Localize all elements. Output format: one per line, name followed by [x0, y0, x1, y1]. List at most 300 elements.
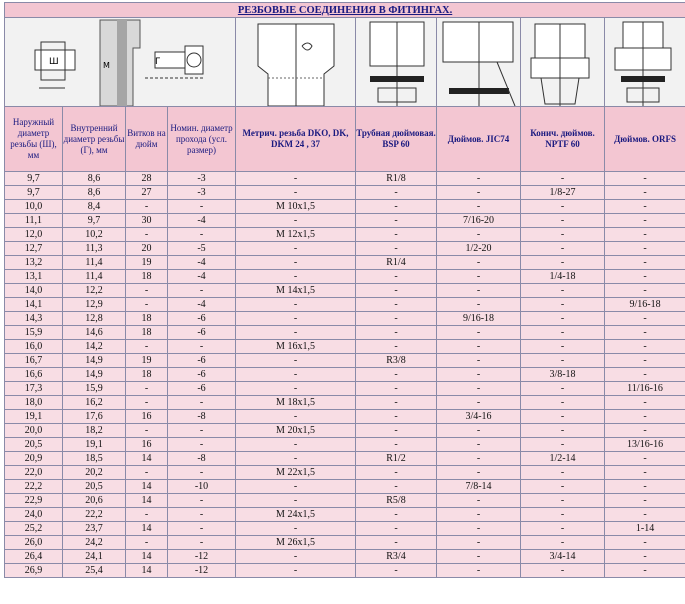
table-row: [5, 312, 685, 326]
table-cell: -: [437, 424, 521, 438]
table-cell: 18: [126, 326, 168, 340]
table-cell: -: [605, 368, 685, 382]
table-cell: 8,4: [63, 200, 126, 214]
table-cell: 8,6: [63, 172, 126, 186]
table-row: [5, 298, 685, 312]
table-cell: -: [437, 494, 521, 508]
table-cell: 24,0: [5, 508, 63, 522]
table-cell: M 26x1,5: [236, 536, 356, 550]
table-cell: 12,7: [5, 242, 63, 256]
table-cell: -: [236, 494, 356, 508]
label-m: М: [103, 61, 110, 70]
table-cell: -3: [168, 172, 236, 186]
table-cell: -: [521, 172, 605, 186]
table-cell: M 12x1,5: [236, 228, 356, 242]
col-header: Трубная дюймовая. BSP 60: [356, 107, 437, 172]
col-header: Витков на дюйм: [126, 107, 168, 172]
table-cell: -: [236, 256, 356, 270]
table-cell: 8,6: [63, 186, 126, 200]
table-cell: 7/8-14: [437, 480, 521, 494]
table-cell: -: [437, 298, 521, 312]
table-row: [5, 424, 685, 438]
table-cell: -: [437, 256, 521, 270]
fitting-dko-icon: [236, 18, 356, 107]
table-row: [5, 242, 685, 256]
table-cell: -: [605, 228, 685, 242]
table-cell: -6: [168, 368, 236, 382]
table-cell: -: [236, 368, 356, 382]
table-cell: 18: [126, 270, 168, 284]
header-row: [5, 107, 685, 172]
table-cell: M 14x1,5: [236, 284, 356, 298]
table-cell: R1/8: [356, 172, 437, 186]
table-cell: -: [236, 242, 356, 256]
table-cell: 18,0: [5, 396, 63, 410]
table-cell: -12: [168, 550, 236, 564]
label-sh: Ш: [49, 57, 59, 67]
table-row: [5, 564, 685, 578]
table-cell: -: [605, 466, 685, 480]
table-cell: 24,2: [63, 536, 126, 550]
table-cell: 11/16-16: [605, 382, 685, 396]
table-cell: -3: [168, 186, 236, 200]
table-cell: -: [126, 200, 168, 214]
table-cell: 12,8: [63, 312, 126, 326]
table-cell: 14: [126, 494, 168, 508]
table-cell: -: [356, 382, 437, 396]
col-header: Внутренний диаметр резьбы (Г), мм: [63, 107, 126, 172]
table-cell: -: [356, 326, 437, 340]
table-cell: 24,1: [63, 550, 126, 564]
table-cell: R3/4: [356, 550, 437, 564]
table-cell: -: [605, 550, 685, 564]
table-cell: -: [605, 564, 685, 578]
table-cell: -: [356, 312, 437, 326]
table-cell: -: [605, 354, 685, 368]
table-cell: -: [521, 242, 605, 256]
table-cell: -: [605, 214, 685, 228]
table-cell: 11,1: [5, 214, 63, 228]
table-cell: -4: [168, 298, 236, 312]
table-cell: -: [168, 200, 236, 214]
table-cell: -: [356, 564, 437, 578]
table-cell: -: [437, 354, 521, 368]
table-cell: 10,2: [63, 228, 126, 242]
table-row: [5, 340, 685, 354]
table-row: [5, 466, 685, 480]
table-cell: -: [236, 214, 356, 228]
table-cell: -: [437, 536, 521, 550]
table-row: [5, 284, 685, 298]
table-cell: -: [236, 480, 356, 494]
table-cell: 22,9: [5, 494, 63, 508]
table-cell: -: [437, 564, 521, 578]
table-cell: -: [356, 242, 437, 256]
table-cell: -: [437, 340, 521, 354]
table-cell: -: [126, 382, 168, 396]
table-cell: R5/8: [356, 494, 437, 508]
table-cell: -6: [168, 326, 236, 340]
table-cell: -: [168, 424, 236, 438]
table-cell: 27: [126, 186, 168, 200]
table-cell: -: [356, 466, 437, 480]
table-cell: -: [437, 550, 521, 564]
table-cell: 18: [126, 368, 168, 382]
table-cell: -: [605, 312, 685, 326]
table-row: [5, 396, 685, 410]
table-cell: -: [521, 298, 605, 312]
table-cell: -6: [168, 312, 236, 326]
table-cell: -: [521, 340, 605, 354]
table-cell: 20,5: [63, 480, 126, 494]
table-cell: -: [356, 508, 437, 522]
table-cell: -: [605, 480, 685, 494]
table-cell: M 18x1,5: [236, 396, 356, 410]
table-row: [5, 522, 685, 536]
table-cell: 22,0: [5, 466, 63, 480]
table-cell: -: [356, 396, 437, 410]
table-cell: 19,1: [63, 438, 126, 452]
table-cell: -: [356, 536, 437, 550]
table-cell: 28: [126, 172, 168, 186]
table-cell: M 10x1,5: [236, 200, 356, 214]
table-cell: 1/8-27: [521, 186, 605, 200]
table-cell: -: [521, 214, 605, 228]
table-row: [5, 508, 685, 522]
table-cell: 14: [126, 452, 168, 466]
table-cell: 19,1: [5, 410, 63, 424]
table-cell: -12: [168, 564, 236, 578]
table-cell: -: [437, 368, 521, 382]
table-cell: -: [605, 508, 685, 522]
table-row: [5, 200, 685, 214]
table-cell: -: [126, 536, 168, 550]
table-cell: -: [437, 522, 521, 536]
col-header: Дюймов. JIC74: [437, 107, 521, 172]
table-cell: 14,3: [5, 312, 63, 326]
table-cell: -: [521, 228, 605, 242]
table-cell: 9/16-18: [605, 298, 685, 312]
table-cell: -: [236, 326, 356, 340]
thread-table: [4, 2, 685, 578]
fitting-bsp-icon: [356, 18, 437, 107]
table-cell: -: [168, 228, 236, 242]
table-cell: 3/4-16: [437, 410, 521, 424]
table-cell: -: [521, 284, 605, 298]
table-cell: -: [356, 424, 437, 438]
table-cell: M 24x1,5: [236, 508, 356, 522]
table-cell: -: [521, 466, 605, 480]
table-cell: 11,4: [63, 256, 126, 270]
table-cell: 18,5: [63, 452, 126, 466]
table-row: [5, 256, 685, 270]
table-cell: -: [437, 396, 521, 410]
table-cell: -: [605, 410, 685, 424]
table-cell: -: [126, 396, 168, 410]
table-cell: 20: [126, 242, 168, 256]
table-cell: -: [236, 564, 356, 578]
table-cell: -: [356, 438, 437, 452]
table-cell: 14,2: [63, 340, 126, 354]
table-cell: -: [605, 536, 685, 550]
table-cell: -10: [168, 480, 236, 494]
table-row: [5, 326, 685, 340]
col-header: Конич. дюймов. NPTF 60: [521, 107, 605, 172]
table-cell: -: [605, 340, 685, 354]
table-cell: -: [605, 452, 685, 466]
page: [4, 2, 685, 578]
table-cell: -: [126, 298, 168, 312]
table-cell: -: [236, 522, 356, 536]
table-cell: -: [356, 298, 437, 312]
table-cell: 7/16-20: [437, 214, 521, 228]
table-cell: -: [126, 424, 168, 438]
image-row: [5, 18, 685, 107]
table-row: [5, 550, 685, 564]
table-cell: 14,6: [63, 326, 126, 340]
table-cell: -5: [168, 242, 236, 256]
table-cell: 22,2: [63, 508, 126, 522]
table-cell: 9,7: [5, 186, 63, 200]
table-cell: -: [605, 200, 685, 214]
table-cell: -: [521, 326, 605, 340]
table-cell: 12,0: [5, 228, 63, 242]
table-cell: -: [236, 270, 356, 284]
table-cell: 1-14: [605, 522, 685, 536]
table-cell: 12,9: [63, 298, 126, 312]
table-cell: -: [126, 340, 168, 354]
table-cell: 20,9: [5, 452, 63, 466]
table-row: [5, 410, 685, 424]
table-cell: -: [521, 438, 605, 452]
col-header: Дюймов. ORFS: [605, 107, 685, 172]
table-cell: 17,3: [5, 382, 63, 396]
table-cell: R1/4: [356, 256, 437, 270]
table-cell: -: [168, 284, 236, 298]
table-body: [5, 172, 685, 578]
table-cell: -: [236, 186, 356, 200]
table-cell: 11,4: [63, 270, 126, 284]
table-cell: 16: [126, 410, 168, 424]
table-cell: -: [437, 438, 521, 452]
table-cell: 22,2: [5, 480, 63, 494]
table-cell: -: [605, 256, 685, 270]
table-row: [5, 214, 685, 228]
label-g: Г: [155, 57, 161, 67]
table-cell: -: [168, 438, 236, 452]
table-cell: 19: [126, 354, 168, 368]
table-cell: -: [168, 522, 236, 536]
table-cell: -: [356, 480, 437, 494]
table-cell: -: [236, 452, 356, 466]
table-cell: 26,9: [5, 564, 63, 578]
table-cell: -: [126, 466, 168, 480]
table-cell: -: [236, 172, 356, 186]
table-cell: -: [236, 298, 356, 312]
table-cell: 26,4: [5, 550, 63, 564]
table-row: [5, 368, 685, 382]
table-cell: -: [356, 270, 437, 284]
table-cell: -8: [168, 410, 236, 424]
table-cell: -: [521, 522, 605, 536]
table-cell: -: [521, 256, 605, 270]
table-cell: 16,2: [63, 396, 126, 410]
table-cell: -: [605, 494, 685, 508]
table-cell: 16,6: [5, 368, 63, 382]
table-cell: M 22x1,5: [236, 466, 356, 480]
table-cell: 13/16-16: [605, 438, 685, 452]
table-cell: -: [168, 536, 236, 550]
table-cell: 20,6: [63, 494, 126, 508]
table-cell: -: [605, 172, 685, 186]
table-row: [5, 438, 685, 452]
table-cell: 19: [126, 256, 168, 270]
table-cell: M 16x1,5: [236, 340, 356, 354]
table-cell: -: [521, 536, 605, 550]
table-cell: -6: [168, 354, 236, 368]
table-cell: 12,2: [63, 284, 126, 298]
table-cell: -: [521, 424, 605, 438]
table-cell: -: [236, 410, 356, 424]
table-cell: 1/2-20: [437, 242, 521, 256]
table-cell: 26,0: [5, 536, 63, 550]
table-cell: -: [605, 242, 685, 256]
table-cell: -: [356, 522, 437, 536]
fitting-jic-icon: [437, 18, 521, 107]
table-cell: -: [605, 186, 685, 200]
table-cell: 25,4: [63, 564, 126, 578]
table-cell: -: [521, 200, 605, 214]
table-cell: 14,9: [63, 354, 126, 368]
table-cell: -: [236, 312, 356, 326]
table-cell: -: [605, 270, 685, 284]
table-row: [5, 382, 685, 396]
table-row: [5, 480, 685, 494]
table-cell: -: [521, 312, 605, 326]
table-cell: -: [356, 186, 437, 200]
table-cell: -: [437, 508, 521, 522]
table-cell: 13,2: [5, 256, 63, 270]
table-cell: -: [356, 284, 437, 298]
table-cell: -: [356, 340, 437, 354]
table-cell: -: [126, 284, 168, 298]
table-cell: R1/2: [356, 452, 437, 466]
table-cell: -: [168, 494, 236, 508]
table-row: [5, 228, 685, 242]
table-cell: -: [521, 508, 605, 522]
col-header: Метрич. резьба DKO, DK, DKM 24 , 37: [236, 107, 356, 172]
table-cell: 1/2-14: [521, 452, 605, 466]
table-cell: 14: [126, 550, 168, 564]
caliper-thread-diagram: [5, 18, 236, 107]
table-cell: 1/4-18: [521, 270, 605, 284]
table-cell: -: [236, 438, 356, 452]
table-cell: 14: [126, 522, 168, 536]
table-cell: 14: [126, 564, 168, 578]
table-cell: -: [126, 228, 168, 242]
col-header: Номин. диаметр прохода (усл. размер): [168, 107, 236, 172]
fitting-nptf-icon: [521, 18, 605, 107]
table-cell: -8: [168, 452, 236, 466]
table-cell: -4: [168, 270, 236, 284]
table-cell: -: [521, 396, 605, 410]
table-row: [5, 354, 685, 368]
table-cell: -: [605, 284, 685, 298]
table-cell: 23,7: [63, 522, 126, 536]
table-cell: -: [521, 494, 605, 508]
table-cell: 20,0: [5, 424, 63, 438]
table-cell: -: [437, 452, 521, 466]
table-cell: 3/8-18: [521, 368, 605, 382]
table-cell: -: [605, 326, 685, 340]
table-cell: 25,2: [5, 522, 63, 536]
table-title: РЕЗБОВЫЕ СОЕДИНЕНИЯ В ФИТИНГАХ.: [5, 3, 685, 18]
table-cell: -: [168, 396, 236, 410]
table-cell: -: [356, 368, 437, 382]
table-cell: -: [236, 382, 356, 396]
table-row: [5, 172, 685, 186]
table-cell: R3/8: [356, 354, 437, 368]
table-cell: -: [437, 284, 521, 298]
table-cell: 14: [126, 480, 168, 494]
table-cell: 20,5: [5, 438, 63, 452]
table-cell: -4: [168, 256, 236, 270]
table-cell: 14,1: [5, 298, 63, 312]
table-cell: -: [236, 354, 356, 368]
table-row: [5, 270, 685, 284]
table-cell: -: [356, 200, 437, 214]
table-cell: -: [437, 186, 521, 200]
table-cell: 18,2: [63, 424, 126, 438]
table-cell: -: [437, 200, 521, 214]
table-cell: -: [437, 382, 521, 396]
table-cell: -4: [168, 214, 236, 228]
table-cell: -: [605, 424, 685, 438]
table-cell: -: [605, 396, 685, 410]
table-cell: 30: [126, 214, 168, 228]
table-cell: 18: [126, 312, 168, 326]
table-cell: -: [168, 340, 236, 354]
table-cell: 16,0: [5, 340, 63, 354]
table-cell: -: [521, 382, 605, 396]
table-cell: -: [437, 172, 521, 186]
table-cell: 10,0: [5, 200, 63, 214]
table-cell: -: [126, 508, 168, 522]
table-cell: 16,7: [5, 354, 63, 368]
table-cell: -: [437, 270, 521, 284]
table-cell: -: [437, 228, 521, 242]
table-cell: 20,2: [63, 466, 126, 480]
table-cell: 15,9: [63, 382, 126, 396]
table-cell: M 20x1,5: [236, 424, 356, 438]
table-cell: 13,1: [5, 270, 63, 284]
table-cell: 9/16-18: [437, 312, 521, 326]
table-row: [5, 186, 685, 200]
table-cell: -: [168, 508, 236, 522]
table-cell: -: [521, 354, 605, 368]
table-cell: 14,0: [5, 284, 63, 298]
table-cell: 14,9: [63, 368, 126, 382]
table-cell: 16: [126, 438, 168, 452]
table-cell: -: [521, 564, 605, 578]
table-cell: 15,9: [5, 326, 63, 340]
table-cell: -: [236, 550, 356, 564]
table-cell: 3/4-14: [521, 550, 605, 564]
table-cell: -6: [168, 382, 236, 396]
table-cell: -: [168, 466, 236, 480]
table-cell: 9,7: [5, 172, 63, 186]
table-cell: -: [521, 410, 605, 424]
